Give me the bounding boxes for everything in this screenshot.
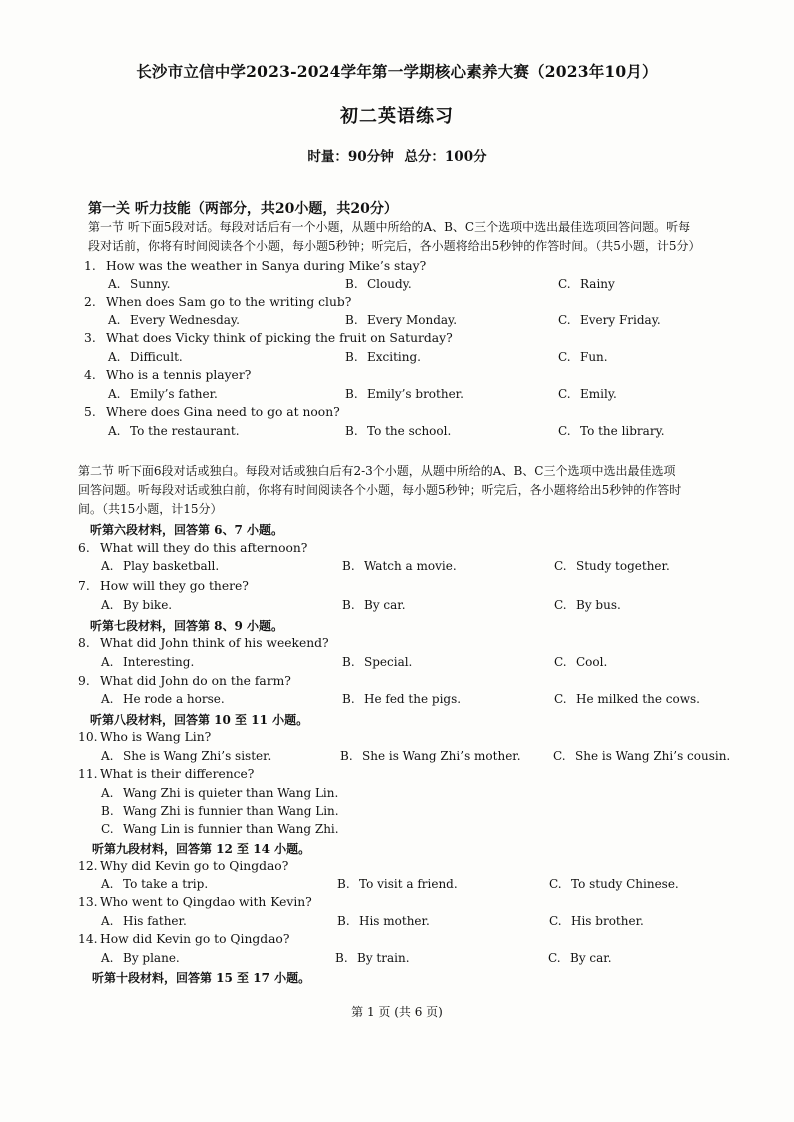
- option-c: C. By bus.: [554, 598, 621, 612]
- option-b: B. She is Wang Zhi’s mother.: [340, 749, 521, 763]
- question-6: 6. What will they do this afternoon?: [78, 541, 308, 555]
- option-b: B. Every Monday.: [345, 313, 458, 327]
- material-heading: 听第八段材料，回答第 10 至 11 小题。: [90, 713, 309, 727]
- question-8: 8. What did John think of his weekend?: [78, 636, 329, 650]
- option-a: A. His father.: [101, 914, 187, 928]
- section2-intro: [78, 462, 768, 519]
- option-a: A. Play basketball.: [101, 559, 220, 573]
- exam-title: 长沙市立信中学2023-2024学年第一学期核心素养大赛（2023年10月）: [136, 62, 658, 81]
- option-a: A. He rode a horse.: [101, 692, 225, 706]
- question-10: 10. Who is Wang Lin?: [78, 730, 212, 744]
- option-c: C. Study together.: [554, 559, 670, 573]
- question-7: 7. How will they go there?: [78, 579, 249, 593]
- option-b: B. By train.: [335, 951, 410, 965]
- question-3: 3. What does Vicky think of picking the fruit on Saturday?: [84, 331, 453, 345]
- page-footer: 第 1 页 (共 6 页): [351, 1005, 443, 1019]
- option-a: A. Sunny.: [108, 277, 171, 291]
- option-b: B. He fed the pigs.: [342, 692, 462, 706]
- option-c: C. Fun.: [558, 350, 608, 364]
- section1-intro-line: 第一节 听下面5段对话。每段对话后有一个小题，从题中所给的A、B、C三个选项中选出最佳选项回答问题。听每: [88, 220, 691, 234]
- exam-meta: [0, 145, 794, 165]
- option-c: C. To the library.: [558, 424, 665, 438]
- option-c: C. To study Chinese.: [549, 877, 679, 891]
- option-c: C. Cool.: [554, 655, 608, 669]
- question-1: 1. How was the weather in Sanya during Mike’s stay?: [84, 259, 427, 273]
- question-2: 2. When does Sam go to the writing club?: [84, 295, 352, 309]
- option-c: C. Wang Lin is funnier than Wang Zhi.: [101, 822, 339, 836]
- section2-intro-line: 回答问题。听每段对话或独白前，你将有时间阅读各个小题，每小题5秒钟；听完后，各小题将给出5秒钟的作答时: [78, 483, 682, 497]
- question-12: 12. Why did Kevin go to Qingdao?: [78, 859, 289, 873]
- option-c: C. She is Wang Zhi’s cousin.: [553, 749, 731, 763]
- material-heading: 听第九段材料，回答第 12 至 14 小题。: [92, 842, 311, 856]
- section2-intro-line: 间。（共15小题，计15分）: [78, 502, 223, 516]
- option-b: B. By car.: [342, 598, 406, 612]
- option-c: C. Emily.: [558, 387, 617, 401]
- question-9: 9. What did John do on the farm?: [78, 674, 291, 688]
- option-b: B. To the school.: [345, 424, 452, 438]
- section2-intro-line: 第二节 听下面6段对话或独白。每段对话或独白后有2-3个小题，从题中所给的A、B、C三个选项中选出最佳选项: [78, 464, 676, 478]
- question-11: 11. What is their difference?: [78, 767, 255, 781]
- exam-subtitle: 初二英语练习: [340, 106, 454, 127]
- option-a: A. Emily’s father.: [108, 387, 218, 401]
- section1-intro: [88, 218, 768, 256]
- option-a: A. Difficult.: [108, 350, 183, 364]
- option-c: C. By car.: [548, 951, 612, 965]
- option-a: A. By bike.: [101, 598, 173, 612]
- option-a: A. Every Wednesday.: [108, 313, 240, 327]
- question-5: 5. Where does Gina need to go at noon?: [84, 405, 340, 419]
- section1-intro-line: 段对话前，你将有时间阅读各个小题，每小题5秒钟；听完后，各小题将给出5秒钟的作答时间。（共5小题，计5分）: [88, 239, 701, 253]
- question-4: 4. Who is a tennis player?: [84, 368, 252, 382]
- option-b: B. Exciting.: [345, 350, 421, 364]
- option-c: C. He milked the cows.: [554, 692, 700, 706]
- option-a: A. By plane.: [101, 951, 180, 965]
- option-a: A. To the restaurant.: [108, 424, 240, 438]
- material-heading: 听第七段材料，回答第 8、9 小题。: [90, 619, 284, 633]
- question-13: 13. Who went to Qingdao with Kevin?: [78, 895, 312, 909]
- material-heading: 听第十段材料，回答第 15 至 17 小题。: [92, 971, 311, 985]
- option-b: B. Special.: [342, 655, 413, 669]
- option-c: C. Every Friday.: [558, 313, 661, 327]
- option-b: B. To visit a friend.: [337, 877, 458, 891]
- option-b: B. Emily’s brother.: [345, 387, 464, 401]
- option-b: B. His mother.: [337, 914, 430, 928]
- option-a: A. Wang Zhi is quieter than Wang Lin.: [101, 786, 339, 800]
- option-b: B. Cloudy.: [345, 277, 412, 291]
- option-a: A. She is Wang Zhi’s sister.: [101, 749, 272, 763]
- option-c: C. His brother.: [549, 914, 644, 928]
- part1-title: 第一关 听力技能（两部分，共20小题，共20分）: [88, 201, 398, 217]
- option-b: B. Watch a movie.: [342, 559, 457, 573]
- option-a: A. To take a trip.: [101, 877, 209, 891]
- question-14: 14. How did Kevin go to Qingdao?: [78, 932, 290, 946]
- time-label: 时量：90分钟: [307, 149, 394, 165]
- option-c: C. Rainy: [558, 277, 615, 291]
- option-a: A. Interesting.: [101, 655, 195, 669]
- material-heading: 听第六段材料，回答第 6、7 小题。: [90, 523, 284, 537]
- score-label: 总分：100分: [404, 149, 487, 165]
- option-b: B. Wang Zhi is funnier than Wang Lin.: [101, 804, 339, 818]
